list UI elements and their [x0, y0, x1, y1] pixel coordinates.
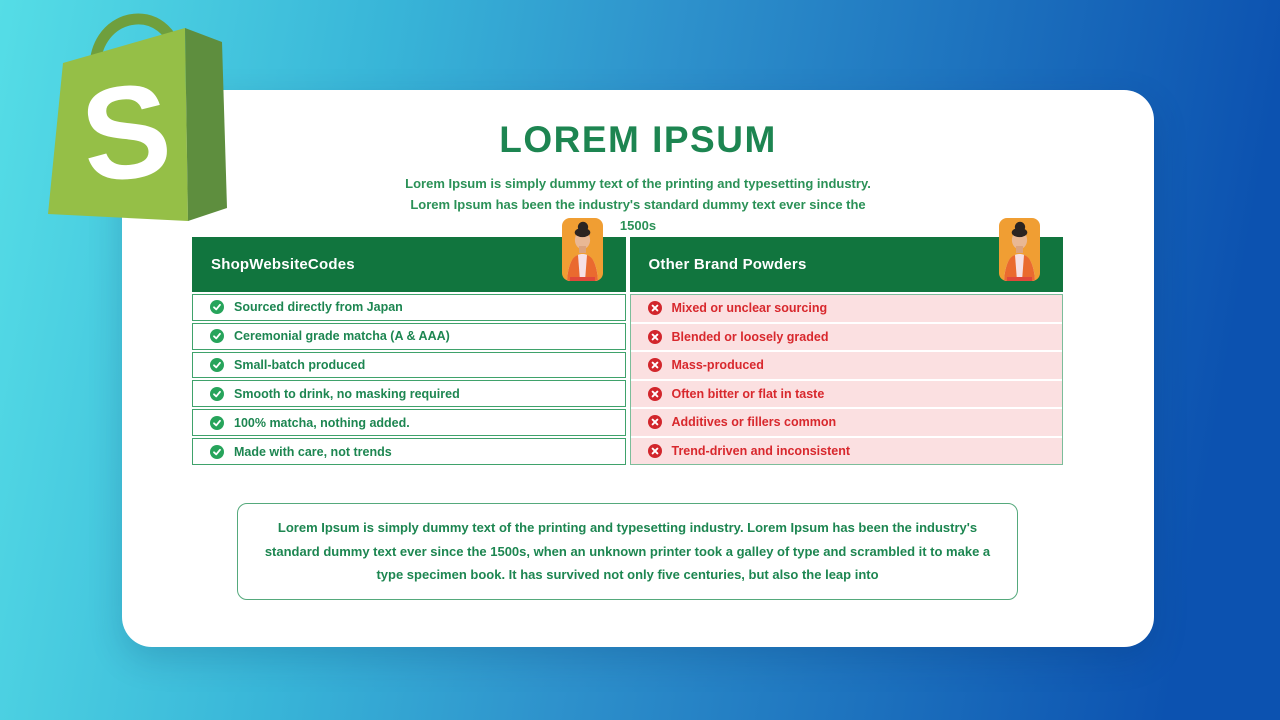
table-row	[631, 438, 1063, 465]
table-row	[631, 409, 1063, 436]
check-icon	[210, 329, 224, 343]
content-card	[122, 90, 1154, 647]
table-row	[631, 381, 1063, 408]
table-row	[192, 323, 626, 350]
table-row	[631, 352, 1063, 379]
row-label: Often bitter or flat in taste	[671, 386, 825, 401]
check-icon	[210, 416, 224, 430]
check-icon	[210, 358, 224, 372]
row-label: Ceremonial grade matcha (A & AAA)	[234, 329, 450, 344]
comparison-column-competitors	[630, 237, 1064, 465]
row-label: 100% matcha, nothing added.	[234, 415, 410, 430]
row-label: Sourced directly from Japan	[234, 300, 403, 315]
row-label: Mass-produced	[671, 358, 764, 373]
check-icon	[210, 300, 224, 314]
comparison-table	[192, 237, 1063, 465]
page-title: LOREM IPSUM	[499, 119, 777, 160]
bag-side-face	[185, 28, 227, 221]
table-row	[631, 295, 1063, 322]
row-label: Small-batch produced	[234, 358, 366, 373]
shopify-bag-logo	[38, 0, 253, 232]
table-row	[192, 294, 626, 321]
competitor-avatar	[999, 218, 1040, 281]
cross-icon	[648, 444, 662, 458]
table-row	[192, 438, 626, 465]
check-icon	[210, 445, 224, 459]
table-row	[192, 380, 626, 407]
row-label: Blended or loosely graded	[671, 329, 829, 344]
check-icon	[210, 387, 224, 401]
column-header-brand: ShopWebsiteCodes	[192, 237, 626, 292]
row-label: Additives or fillers common	[671, 415, 837, 430]
table-row	[631, 324, 1063, 351]
table-row	[192, 352, 626, 379]
row-label: Mixed or unclear sourcing	[671, 301, 828, 316]
cross-icon	[648, 301, 662, 315]
bag-letter: S	[74, 54, 178, 211]
row-label: Made with care, not trends	[234, 444, 392, 459]
cross-icon	[648, 387, 662, 401]
footer-note-box	[237, 503, 1018, 600]
cross-icon	[648, 358, 662, 372]
cross-icon	[648, 330, 662, 344]
row-label: Smooth to drink, no masking required	[234, 386, 460, 401]
cross-icon	[648, 415, 662, 429]
page-subtitle: Lorem Ipsum is simply dummy text of the printing and typesetting industry. Lorem Ipsum has been the industry's standard dummy text ever since the 1500s	[405, 176, 871, 234]
comparison-column-brand	[192, 237, 626, 465]
footer-note-text: Lorem Ipsum is simply dummy text of the printing and typesetting industry. Lorem Ipsum has been the industry's standard dummy text ever since the 1500s, when an unknown printer took a galley of type and scrambled it to make a type specimen book. It has survived not only five centuries, but also the leap into	[264, 520, 991, 583]
brand-avatar	[562, 218, 603, 281]
table-row	[192, 409, 626, 436]
competitor-rows	[630, 294, 1064, 465]
column-header-competitors: Other Brand Powders	[630, 237, 1064, 292]
brand-rows	[192, 294, 626, 465]
row-label: Trend-driven and inconsistent	[671, 443, 850, 458]
